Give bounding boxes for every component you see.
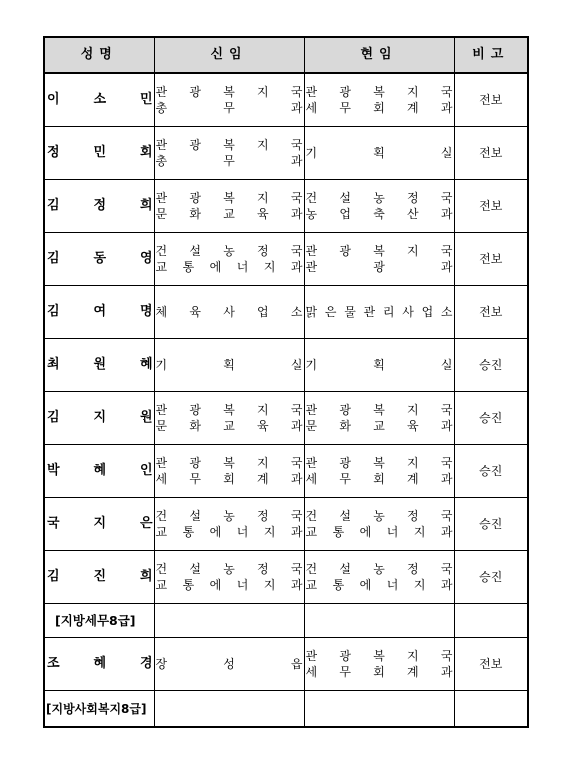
new-post-line: 관 광 복 지 국 [155,456,303,470]
section-row [44,604,528,638]
current-post-line: 맑 은 물 관 리 사 업 소 [305,305,453,319]
person-name-cell [44,551,154,604]
new-post-cell [154,286,304,339]
personnel-table [43,36,529,728]
header-name: 성명 [44,37,154,73]
new-post-cell [154,498,304,551]
person-name: 이 소 민 [47,92,153,107]
current-post-line: 기 획 실 [305,358,453,372]
person-name-cell [44,233,154,286]
person-name-cell [44,498,154,551]
person-name-cell [44,127,154,180]
current-post-line: 세 무 회 계 과 [305,472,453,486]
note-cell: 승진 [454,551,528,604]
note-cell: 전보 [454,73,528,127]
new-post-line: 체 육 사 업 소 [155,305,303,319]
current-post-line: 관 광 복 지 국 [305,244,453,258]
current-post-cell [304,233,454,286]
new-post-line: 관 광 복 지 국 [155,85,303,99]
note-cell: 승진 [454,339,528,392]
note-cell: 전보 [454,233,528,286]
new-post-line: 기 획 실 [155,358,303,372]
section-label: [지방세무8급] [44,604,154,638]
table-row [44,392,528,445]
person-name-cell [44,339,154,392]
section-label: [지방사회복지8급] [44,691,154,728]
new-post-cell [154,445,304,498]
table-row [44,233,528,286]
current-post-line: 건 설 농 정 국 [305,562,453,576]
new-post-line: 교 통 에 너 지 과 [155,260,303,274]
table-row [44,638,528,691]
note-cell: 전보 [454,180,528,233]
new-post-line: 총 무 과 [155,154,303,168]
new-post-line: 세 무 회 계 과 [155,472,303,486]
person-name-cell [44,638,154,691]
new-post-line: 건 설 농 정 국 [155,244,303,258]
current-post-line: 세 무 회 계 과 [305,101,453,115]
table-row [44,127,528,180]
current-post-cell [304,286,454,339]
new-post-line: 관 광 복 지 국 [155,138,303,152]
current-post-cell [304,73,454,127]
new-post-cell [154,339,304,392]
current-post-line: 교 통 에 너 지 과 [305,578,453,592]
current-post-cell [304,551,454,604]
note-cell: 전보 [454,638,528,691]
header-note: 비고 [454,37,528,73]
new-post-line: 교 통 에 너 지 과 [155,525,303,539]
person-name: 김 정 희 [47,198,153,213]
person-name: 국 지 은 [47,516,153,531]
current-post-line: 건 설 농 정 국 [305,509,453,523]
header-current-post: 현임 [304,37,454,73]
table-row [44,498,528,551]
table-row [44,339,528,392]
table-row [44,180,528,233]
person-name: 최 원 혜 [47,357,153,372]
table-row [44,286,528,339]
current-post-cell [304,180,454,233]
new-post-line: 장 성 읍 [155,657,303,671]
new-post-line: 관 광 복 지 국 [155,191,303,205]
current-post-cell [304,638,454,691]
new-post-line: 문 화 교 육 과 [155,419,303,433]
table-row [44,551,528,604]
new-post-cell [154,127,304,180]
new-post-cell [154,638,304,691]
current-post-line: 문 화 교 육 과 [305,419,453,433]
note-cell: 전보 [454,286,528,339]
person-name: 김 진 희 [47,569,153,584]
person-name: 정 민 회 [47,145,153,160]
person-name: 김 동 영 [47,251,153,266]
new-post-cell [154,73,304,127]
section-row [44,691,528,728]
current-post-line: 관 광 복 지 국 [305,649,453,663]
person-name-cell [44,286,154,339]
person-name: 박 혜 인 [47,463,153,478]
person-name: 김 지 원 [47,410,153,425]
current-post-line: 관 광 과 [305,260,453,274]
new-post-line: 총 무 과 [155,101,303,115]
current-post-cell [304,392,454,445]
person-name: 김 여 명 [47,304,153,319]
note-cell: 승진 [454,445,528,498]
current-post-line: 기 획 실 [305,146,453,160]
current-post-line: 관 광 복 지 국 [305,456,453,470]
current-post-line: 관 광 복 지 국 [305,403,453,417]
new-post-cell [154,180,304,233]
new-post-cell [154,551,304,604]
current-post-line: 교 통 에 너 지 과 [305,525,453,539]
new-post-line: 건 설 농 정 국 [155,562,303,576]
empty-cell [304,691,454,728]
new-post-line: 건 설 농 정 국 [155,509,303,523]
current-post-line: 건 설 농 정 국 [305,191,453,205]
current-post-cell [304,127,454,180]
header-row [44,37,528,73]
empty-cell [154,604,304,638]
current-post-cell [304,339,454,392]
current-post-line: 관 광 복 지 국 [305,85,453,99]
person-name-cell [44,180,154,233]
note-cell: 승진 [454,392,528,445]
new-post-cell [154,233,304,286]
person-name-cell [44,392,154,445]
new-post-line: 교 통 에 너 지 과 [155,578,303,592]
table-row [44,73,528,127]
table-row [44,445,528,498]
person-name-cell [44,445,154,498]
new-post-line: 문 화 교 육 과 [155,207,303,221]
header-new-post: 신임 [154,37,304,73]
note-cell: 승진 [454,498,528,551]
empty-cell [454,604,528,638]
person-name-cell [44,73,154,127]
note-cell: 전보 [454,127,528,180]
empty-cell [454,691,528,728]
new-post-line: 관 광 복 지 국 [155,403,303,417]
person-name: 조 혜 경 [47,656,153,671]
current-post-cell [304,498,454,551]
current-post-cell [304,445,454,498]
empty-cell [304,604,454,638]
empty-cell [154,691,304,728]
current-post-line: 농 업 축 산 과 [305,207,453,221]
current-post-line: 세 무 회 계 과 [305,665,453,679]
new-post-cell [154,392,304,445]
